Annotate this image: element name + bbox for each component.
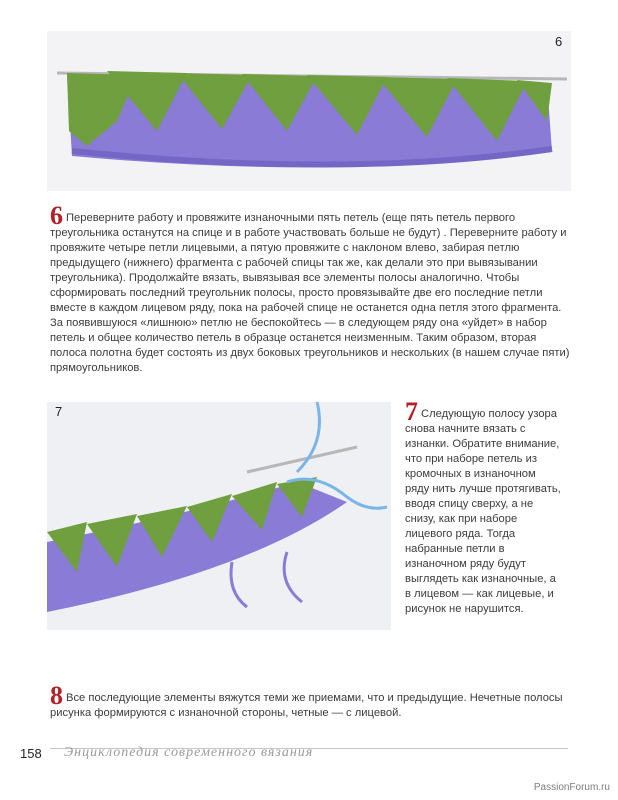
photo-label: 7	[55, 404, 63, 419]
photo-step-7	[47, 402, 391, 630]
step-number: 6	[50, 201, 63, 230]
knitted-sample-with-blue-yarn-illustration	[47, 402, 391, 630]
step-text: Переверните работу и провяжите изнаночными пять петель (еще пять петель первого треугольника останутся на спице и в работе участвовать больше не будут) . Переверните работу и провяжите четыре петли лицевыми, а пятую провяжите с наклоном влево, забирая петлю предыдущего (нижнего) фрагмента с рабочей спицы так же, как делали это при вывязывании треугольника). Продолжайте вязать, вывязывая все элементы полосы аналогично. Чтобы сформировать последний треугольник полосы, просто провязывайте две его последние петли вместе в каждом лицевом ряду, пока на рабочей спице не останется одна петля этого фрагмента. За появившуюся «лишнюю» петлю не беспокойтесь — в следующем ряду она «уйдет» в набор петель и общее количество петель в образце останется неизменным. Таким образом, вторая полоса полотна будет состоять из двух боковых треугольников и нескольких (в нашем случае пяти) прямоугольников.	[50, 212, 570, 374]
step-number: 8	[50, 681, 63, 710]
step-text: Следующую полосу узора снова начните вязать с изнанки. Обратите внимание, что при наборе петель из кромочных в изнаночном ряду нить лучше протягивать, вводя спицу сверху, а не снизу, как при наборе лицевого ряда. Тогда набранные петли в изнаночном ряду будут выглядеть как изнаночные, а в лицевом — как лицевые, и рисунок не нарушится.	[405, 408, 561, 615]
step-7	[405, 397, 562, 617]
step-number: 7	[405, 397, 418, 426]
photo-label: 6	[555, 34, 563, 49]
photo-step-6	[47, 31, 571, 191]
watermark: PassionForum.ru	[533, 782, 610, 793]
book-title: Энциклопедия современного вязания	[64, 745, 314, 760]
step-6	[50, 201, 570, 376]
knitted-sample-illustration	[47, 31, 571, 191]
step-text: Все последующие элементы вяжутся теми же приемами, что и предыдущие. Нечетные полосы рисунка формируются с изнаночной стороны, четные — с лицевой.	[50, 692, 563, 719]
step-8	[50, 681, 570, 721]
page-number: 158	[20, 746, 42, 761]
